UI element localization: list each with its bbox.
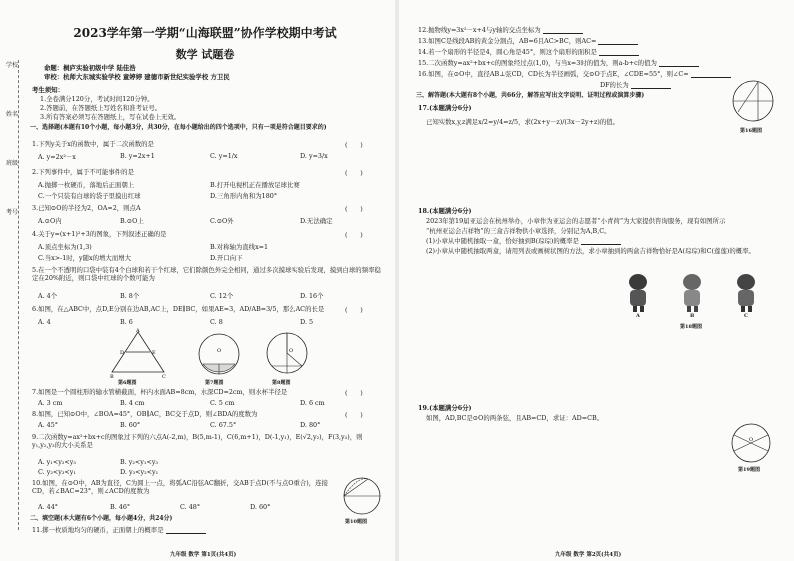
q8-opt-c: C. 67.5°	[210, 421, 237, 429]
q18-body-4: (2)小章从中随机抽取两盒，请用列表或画树状图的方法，求小章抽到的两盒吉祥物恰好是A(琮琮)和C(莲莲)的概率。	[426, 247, 755, 255]
figure-18-label: 第18题图	[680, 324, 702, 330]
q16-stem: 16.如图，在⊙O中，直径AB⊥弦CD，CD长为半径画弧，交⊙O于点E，∠CDE=55°，则∠C=	[418, 70, 731, 78]
q4-opt-b: B.对称轴为直线x=1	[210, 243, 269, 251]
svg-text:E: E	[152, 350, 156, 356]
q4-opt-a: A.顶点坐标为(1,3)	[38, 243, 92, 251]
svg-text:D: D	[120, 350, 125, 356]
figure-19-circle	[728, 420, 774, 466]
q3-opt-d: D.无法确定	[300, 217, 333, 225]
figure-7-cup	[195, 328, 243, 378]
q9-opt-b: B. y₂<y₁<y₃	[120, 458, 158, 466]
q9-opt-d: D. y₃<y₂<y₁	[120, 468, 159, 476]
q4-opt-c: C.当x>-1时，y随x的增大而增大	[38, 254, 131, 262]
q1-opt-c: C. y=1/x	[210, 152, 238, 160]
notes-heading: 考生须知：	[32, 86, 64, 94]
q5-opt-c: C. 12个	[210, 292, 234, 300]
q1-opt-a: A. y=2x²－x	[38, 153, 76, 161]
note-1: 1.全卷满分120分，考试时间120分钟。	[40, 95, 154, 103]
q6-opt-b: B. 6	[120, 318, 133, 326]
q7-opt-d: D. 6 cm	[300, 399, 325, 407]
q8-opt-a: A. 45°	[38, 421, 59, 429]
q1-stem: 1.下列y关于x的函数中，属于二次函数的是	[32, 140, 154, 148]
q8-stem: 8.如图，已知⊙O中，∠BOA=45°，OB∥AC，BC交于点D，则∠BDA的度数为	[32, 410, 258, 418]
binding-school: 学校	[6, 62, 19, 69]
section3-heading: 三、解答题(本大题有8个小题，共66分，解答应写出文字说明、证明过程或演算步骤)	[416, 92, 645, 99]
figure-16-label: 第16题图	[740, 128, 762, 134]
q3-opt-c: C.⊙O外	[210, 217, 234, 225]
svg-text:O: O	[217, 348, 222, 354]
svg-text:O: O	[749, 437, 754, 443]
q14-stem: 14.若一个扇形的半径是4，圆心角是45°，则这个扇形的面积是	[418, 48, 639, 56]
q17-heading: 17.(本题满分6分)	[418, 104, 472, 112]
svg-text:B: B	[110, 374, 114, 378]
exam-title: 2023学年第一学期“山海联盟”协作学校期中考试	[73, 26, 337, 40]
q5-stem: 5.在一个不透明的口袋中装有4个白球和若干个红球，它们除颜色外完全相同，通过多次摸球实验后发现，摸到白球的频率稳定在20%附近，则口袋中红球的个数可能为	[32, 266, 381, 282]
q16-stem-b: DF的长为	[600, 81, 671, 89]
binding-name: 姓名	[6, 111, 19, 118]
q7-opt-b: B. 4 cm	[120, 399, 145, 407]
q10-opt-a: A. 44°	[38, 503, 59, 511]
q1-opt-d: D. y=3/x	[300, 152, 328, 160]
q18-body-3: (1)小章从中随机抽取一盒，恰好抽到B(琮琮)的概率是	[426, 237, 621, 245]
note-3: 3.所有答案必须写在答题纸上，写在试卷上无效。	[40, 113, 181, 121]
q5-opt-b: B. 8个	[120, 292, 140, 300]
svg-text:C: C	[162, 374, 166, 378]
q6-opt-a: A. 4	[38, 318, 51, 326]
q10-stem: 10.如图，在⊙O中，AB为直径，C为圆上一点，将弧AC沿弦AC翻折，交AB于点D(不与点O重合)，连接CD，若∠BAC=23°，则∠ACD的度数为	[32, 479, 328, 495]
q5-opt-d: D. 16个	[300, 292, 324, 300]
q4-opt-d: D.开口向下	[210, 254, 243, 262]
q3-stem: 3.已知⊙O的半径为2，OA=2，则点A	[32, 204, 141, 212]
q6-stem: 6.如图，在△ABC中，点D,E分别在边AB,AC上，DE∥BC，如果AE=3，AD/AB=3/5，那么AC的长是	[32, 305, 325, 313]
q10-opt-c: C. 48°	[180, 503, 201, 511]
figure-16-circle	[728, 76, 778, 126]
q9-opt-c: C. y₂<y₃<y₁	[38, 468, 76, 476]
figure-8-label: 第8题图	[272, 380, 291, 386]
q4-stem: 4.关于y=(x+1)²+3的图象，下列叙述正确的是	[32, 230, 167, 238]
footer-page-2: 九年级 数学 第2页(共4页)	[555, 552, 622, 558]
q10-opt-d: D. 60°	[250, 503, 271, 511]
q18-heading: 18.(本题满分6分)	[418, 207, 472, 215]
q2-stem: 2.下列事件中，属于不可能事件的是	[32, 168, 134, 176]
author-line-2: 审校：杭师大东城实验学校 童婷婷 建德市新世纪实验学校 方卫民	[44, 73, 230, 81]
mascot-label-a: A	[636, 313, 640, 319]
q8-opt-d: D. 80°	[300, 421, 321, 429]
svg-text:A: A	[136, 328, 140, 334]
q7-opt-c: C. 5 cm	[210, 399, 235, 407]
section1-heading: 一、选择题(本题有10个小题，每小题3分，共30分，在每小题给出的四个选项中，只有一项是符合题目要求的)	[30, 124, 327, 131]
q19-heading: 19.(本题满分6分)	[418, 404, 472, 412]
figure-6-triangle	[108, 328, 168, 378]
binding-strip	[6, 60, 19, 530]
q12-stem: 12.抛物线y=3x²－x+4与y轴的交点坐标为	[418, 26, 583, 34]
q6-opt-c: C. 8	[210, 318, 223, 326]
author-line-1: 命题：桐庐实验初级中学 陆佳浩	[44, 64, 136, 72]
q11-stem: 11.掷一枚质地均匀的硬币，正面朝上的概率是	[32, 526, 206, 534]
q2-opt-a: A.抛掷一枚硬币，落地后正面朝上	[38, 181, 135, 189]
q3-opt-a: A.⊙O内	[38, 217, 62, 225]
q8-opt-b: B. 60°	[120, 421, 141, 429]
q18-body-2: “杭州亚运会吉祥物”的三盒吉祥物供小章选择，分别记为A,B,C。	[426, 227, 611, 235]
page-spine	[395, 0, 399, 561]
figure-19-label: 第19题图	[738, 467, 760, 473]
q17-body: 已知实数x,y,z满足x/2=y/4=z/5，求(2x+y－z)/(3x－2y+z)的值。	[426, 118, 620, 126]
q7-stem: 7.如图是一个圆柱形的输水管横截面，杯内水面AB=8cm，水深CD=2cm，则水杯半径是	[32, 388, 288, 396]
q9-stem: 9.二次函数y=ax²+bx+c的图象过下列的六点A(-2,m)，B(5,m-1)，C(6,m+1)，D(-1,y₁)，E(√2,y₂)，F(3,y₃)，则y₁,y₂,y₃的大小关系是	[32, 433, 363, 449]
q10-opt-b: B. 46°	[110, 503, 131, 511]
q7-opt-a: A. 3 cm	[38, 399, 63, 407]
q18-body-1: 2023年第19届亚运会在杭州举办，小章作为亚运会的志愿者“小青荷”为大家提供咨询服务，现有如图所示	[426, 217, 726, 225]
q2-opt-b: B.打开电视机正在播放足球比赛	[210, 181, 300, 189]
q13-stem: 13.如图C是线段AB的黄金分割点，AB=6且AC>BC，则AC=	[418, 37, 638, 45]
svg-text:O: O	[289, 348, 294, 354]
figure-6-label: 第6题图	[118, 380, 137, 386]
q3-opt-b: B.⊙O上	[120, 217, 144, 225]
q19-body: 如图，AD,BC是⊙O的两条弦，且AB=CD，求证：AD=CB。	[426, 414, 604, 422]
footer-page-1: 九年级 数学 第1页(共4页)	[170, 552, 237, 558]
mascot-label-b: B	[690, 313, 695, 319]
section2-heading: 二、填空题(本大题有6个小题，每小题4分，共24分)	[30, 515, 173, 522]
note-2: 2.答题前，在答题纸上写姓名和准考证号。	[40, 104, 162, 112]
binding-id: 考号	[6, 209, 19, 216]
q5-opt-a: A. 4个	[38, 292, 58, 300]
q2-opt-d: D.三角形内角和为180°	[210, 192, 278, 200]
q15-stem: 15.二次函数y=ax²+bx+c的图象经过点(1,0)，与当x=3时的值为，则a-b+c的值为	[418, 59, 699, 67]
figure-7-label: 第7题图	[205, 380, 224, 386]
q6-opt-d: D. 5	[300, 318, 314, 326]
figure-10-circle	[338, 474, 386, 518]
q9-opt-a: A. y₁<y₂<y₃	[38, 458, 76, 466]
q2-opt-c: C.一个只装有白球的袋子里摸出红球	[38, 192, 141, 200]
q1-opt-b: B. y=2x+1	[120, 152, 155, 160]
binding-class: 班级	[6, 160, 19, 167]
figure-8-circle	[262, 328, 312, 378]
mascot-boxes	[620, 268, 770, 316]
figure-10-label: 第10题图	[345, 519, 367, 525]
mascot-label-c: C	[744, 313, 748, 319]
exam-subtitle: 数学 试题卷	[175, 48, 235, 61]
